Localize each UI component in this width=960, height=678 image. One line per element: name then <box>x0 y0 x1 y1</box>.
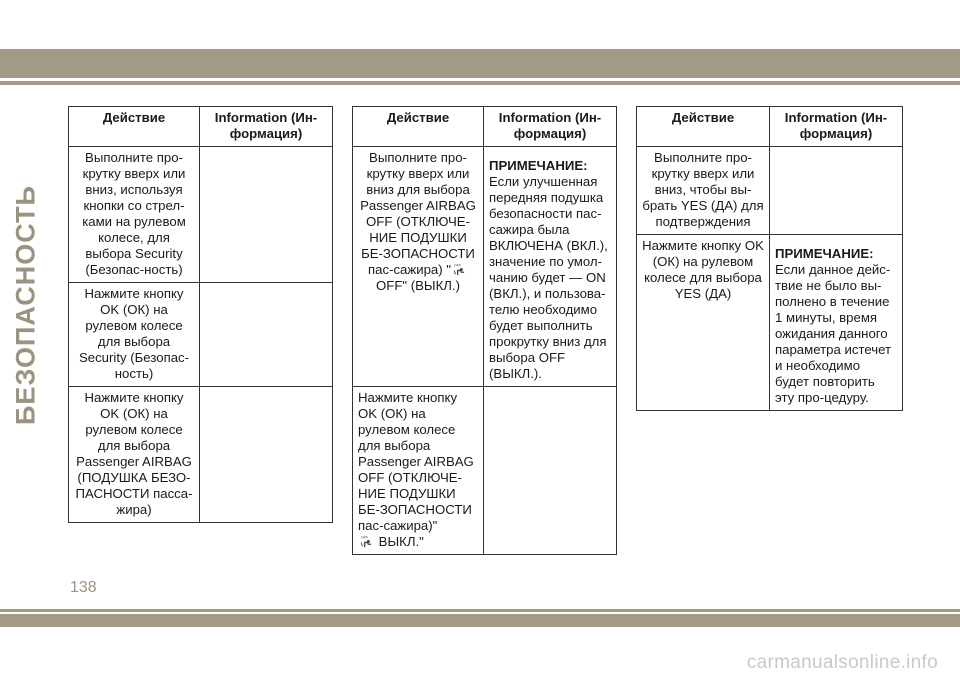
info-cell <box>484 387 617 555</box>
action-table-1 <box>68 106 333 523</box>
footer-band <box>0 614 960 627</box>
action-cell <box>353 147 484 387</box>
svg-text:OFF: OFF <box>453 263 462 268</box>
action-cell: Нажмите кнопку OK (ОК) на рулевом колесе для выбора Passenger AIRBAG (ПОДУШКА БЕЗО-ПАСНОСТИ пасса-жира) <box>69 387 200 523</box>
note-text: Если улучшенная передняя подушка безопасности пас-сажира была ВКЛЮЧЕНА (ВКЛ.), значение по умол-чанию будет — ON (ВКЛ.), и пользова-телю необходимо будет выполнить прокрутку вниз для выбора OFF (ВЫКЛ.). <box>489 174 608 381</box>
info-cell <box>484 147 617 387</box>
info-cell <box>200 387 333 523</box>
watermark: carmanualsonline.info <box>746 652 938 673</box>
info-cell <box>770 147 903 235</box>
action-cell <box>353 387 484 555</box>
header-action: Действие <box>637 107 770 147</box>
header-info: Information (Ин-формация) <box>484 107 617 147</box>
action-text: Нажмите кнопку OK (ОК) на рулевом колесе для выбора Passenger AIRBAG OFF (ОТКЛЮЧЕ-НИЕ ПОДУШКИ БЕ-ЗОПАСНОСТИ пас-сажира)" <box>358 390 474 533</box>
header-band <box>0 49 960 78</box>
header-info: Information (Ин-формация) <box>200 107 333 147</box>
info-cell <box>200 147 333 283</box>
footer-rule <box>0 609 960 612</box>
table-row <box>69 147 333 283</box>
note-title: ПРИМЕЧАНИЕ: <box>775 246 874 261</box>
section-title: БЕЗОПАСНОСТЬ <box>10 185 41 425</box>
table-header-row <box>69 107 333 147</box>
table-row <box>353 387 617 555</box>
header-rule <box>0 81 960 85</box>
action-table-2 <box>352 106 617 555</box>
action-text: Выполните про-крутку вверх или вниз для выбора Passenger AIRBAG OFF (ОТКЛЮЧЕ-НИЕ ПОДУШКИ БЕ-ЗОПАСНОСТИ пас-сажира) " <box>360 150 476 277</box>
action-cell: Нажмите кнопку OK (ОК) на рулевом колесе для выбора Security (Безопас-ность) <box>69 283 200 387</box>
info-cell <box>200 283 333 387</box>
svg-text:OFF: OFF <box>360 535 369 540</box>
passenger-airbag-off-icon <box>453 263 466 276</box>
action-text-end: ВЫКЛ." <box>375 534 424 549</box>
table-header-row <box>353 107 617 147</box>
header-action: Действие <box>69 107 200 147</box>
action-text-end: OFF" (ВЫКЛ.) <box>376 278 460 293</box>
passenger-airbag-off-icon <box>360 535 373 548</box>
table-row <box>69 387 333 523</box>
table-row <box>637 235 903 411</box>
table-row <box>353 147 617 387</box>
action-cell: Выполните про-крутку вверх или вниз, используя кнопки со стрел-ками на рулевом колесе, для выбора Security (Безопас-ность) <box>69 147 200 283</box>
table-header-row <box>637 107 903 147</box>
header-action: Действие <box>353 107 484 147</box>
action-table-3 <box>636 106 903 411</box>
action-cell: Нажмите кнопку OK (ОК) на рулевом колесе для выбора YES (ДА) <box>637 235 770 411</box>
header-info: Information (Ин-формация) <box>770 107 903 147</box>
info-cell <box>770 235 903 411</box>
table-row <box>69 283 333 387</box>
page-number: 138 <box>70 579 97 596</box>
table-row <box>637 147 903 235</box>
note-title: ПРИМЕЧАНИЕ: <box>489 158 588 173</box>
note-text: Если данное дейс-твие не было вы-полнено в течение 1 минуты, время ожидания данного параметра истечет и необходимо будет повторить эту про-цедуру. <box>775 262 892 405</box>
action-cell: Выполните про-крутку вверх или вниз, чтобы вы-брать YES (ДА) для подтверждения <box>637 147 770 235</box>
